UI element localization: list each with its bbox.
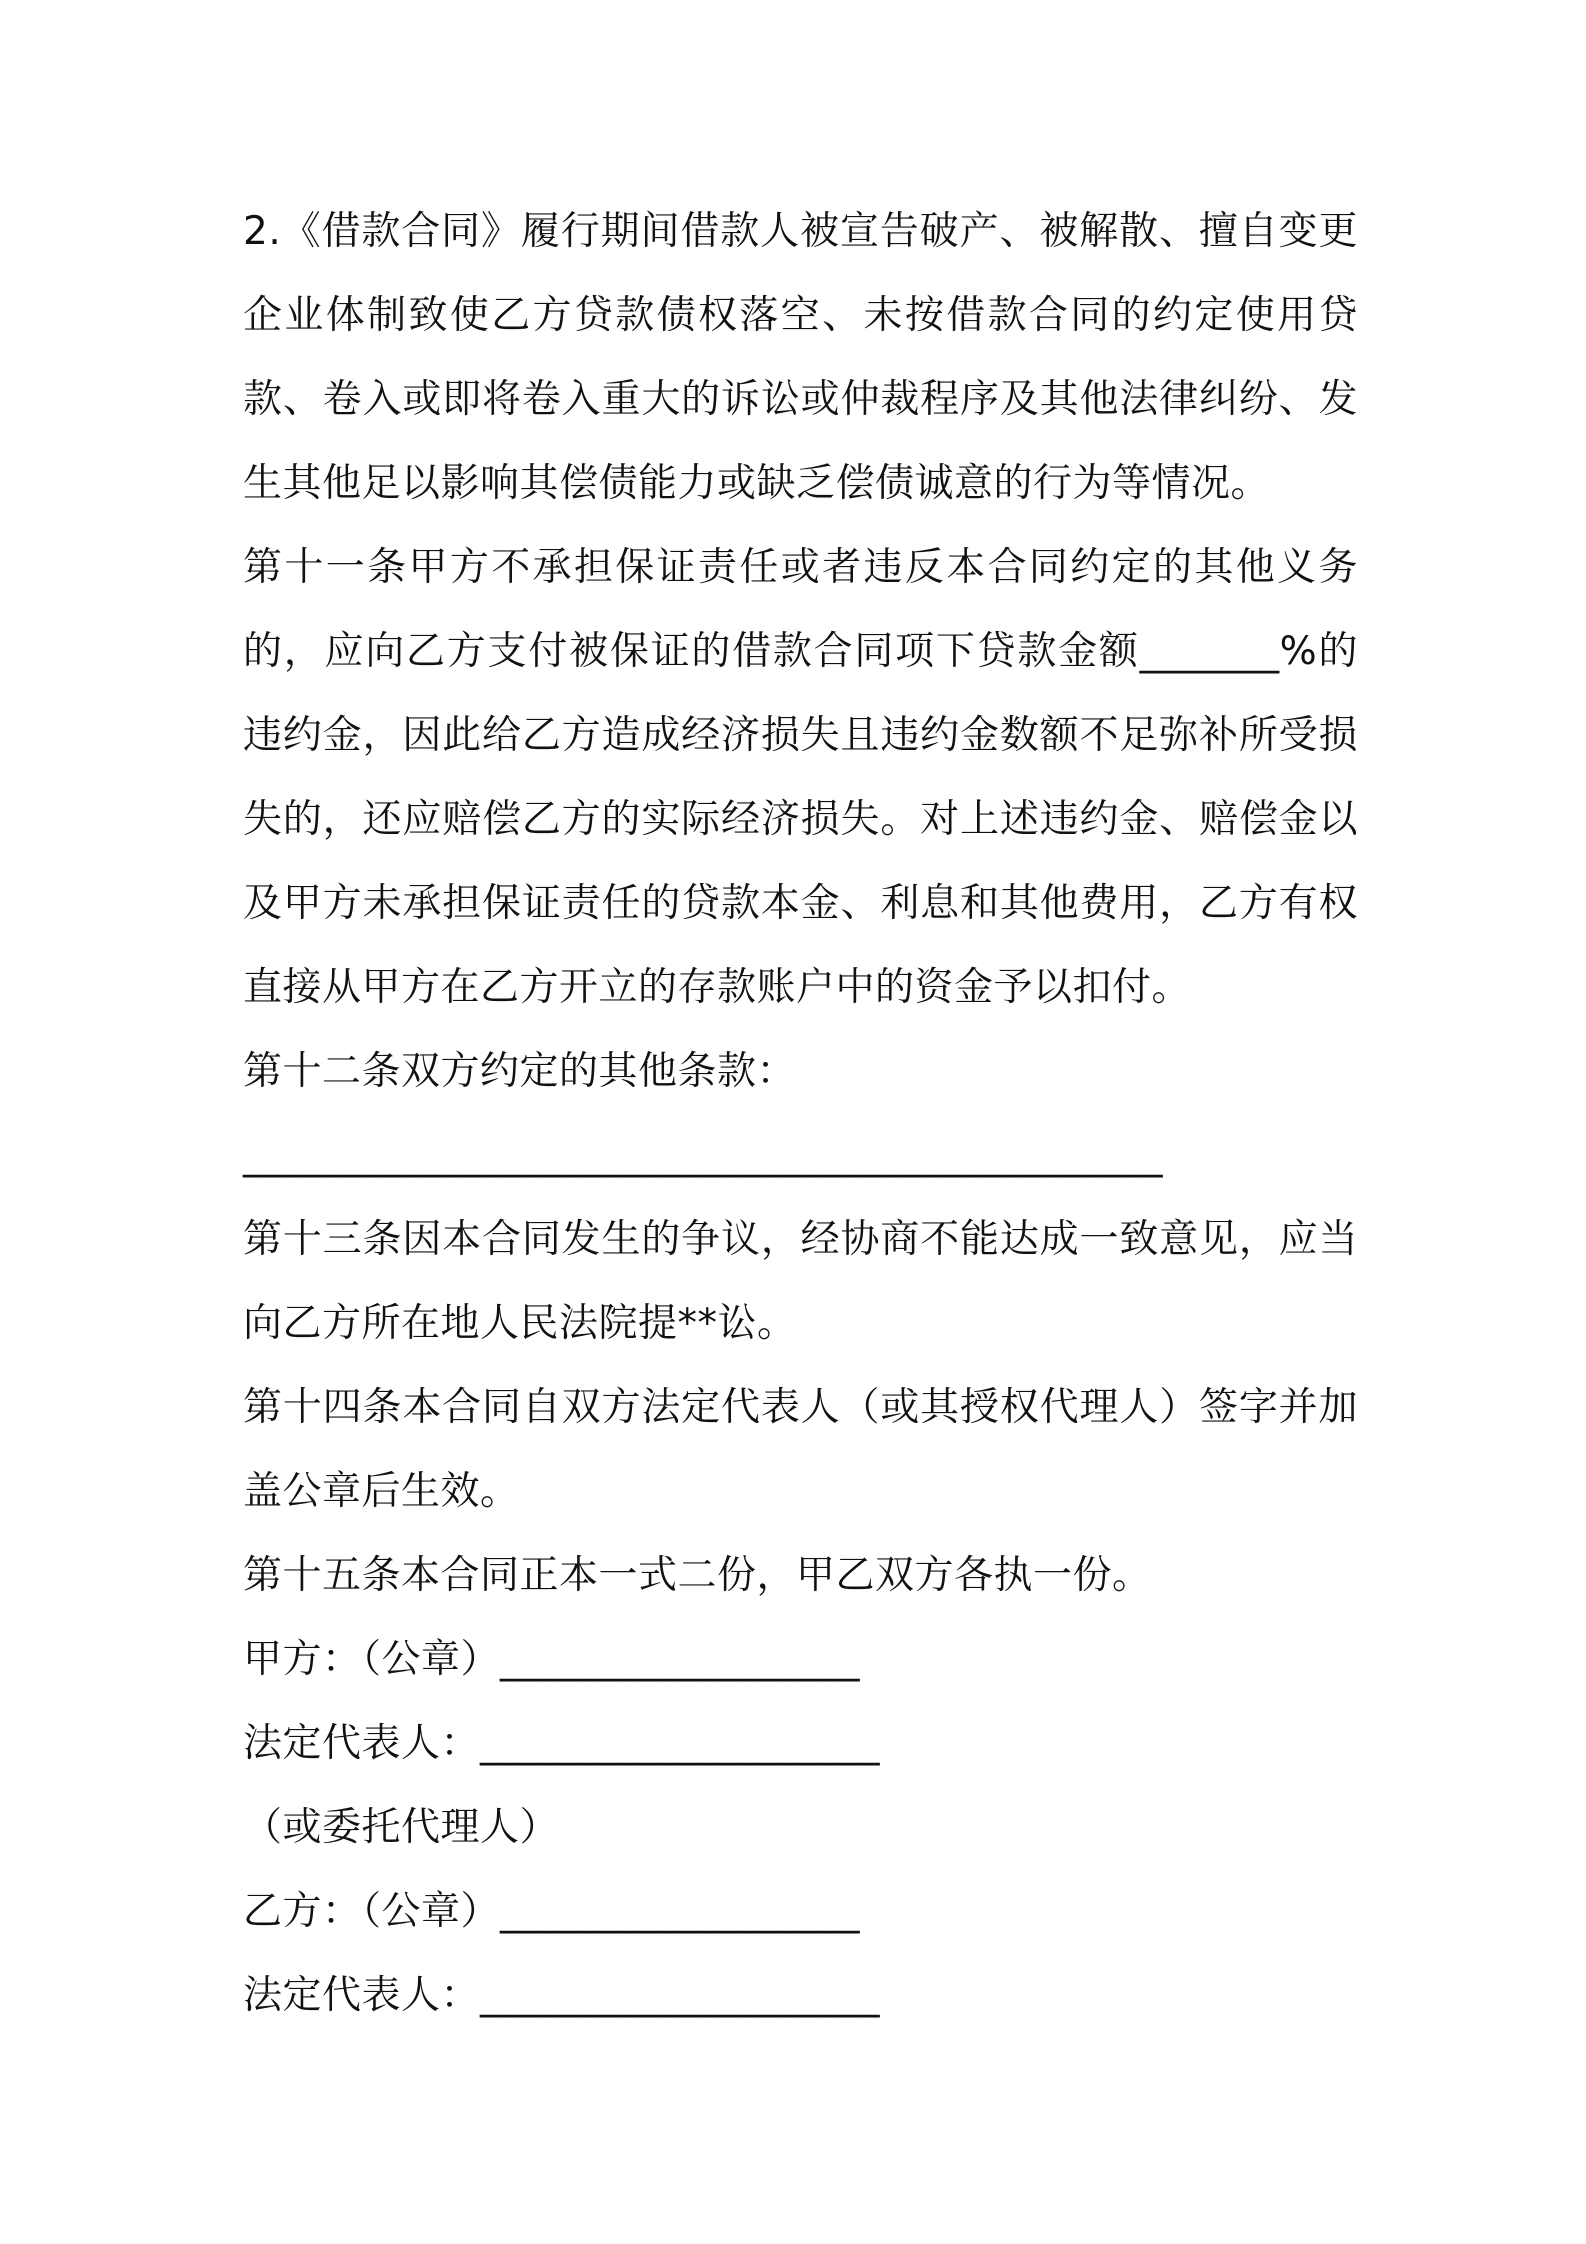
- authorized-agent-note: （或委托代理人）: [243, 1805, 560, 1850]
- article-12-other-terms: 第十二条双方约定的其他条款：: [243, 1049, 797, 1094]
- article-11-liquidated-damages: 第十一条甲方不承担保证责任或者违反本合同约定的其他义务的，应向乙方支付被保证的借款合同项下贷款金额_______%的违约金，因此给乙方造成经济损失且违约金数额不足弥补所受损失的，还应赔偿乙方的实际经济损失。对上述违约金、赔偿金以及甲方未承担保证责任的贷款本金、利息和其他费用，乙方有权直接从甲方在乙方开立的存款账户中的资金予以扣付。: [243, 545, 1358, 1010]
- party-b-representative-line: 法定代表人：____________________: [243, 1973, 881, 2018]
- article-15-copies: 第十五条本合同正本一式二份，甲乙双方各执一份。: [243, 1553, 1152, 1598]
- clause-2-default-events: 2.《借款合同》履行期间借款人被宣告破产、被解散、擅自变更企业体制致使乙方贷款债权落空、未按借款合同的约定使用贷款、卷入或即将卷入重大的诉讼或仲裁程序及其他法律纠纷、发生其他足以影响其偿债能力或缺乏偿债诚意的行为等情况。: [243, 209, 1358, 506]
- article-13-dispute-resolution: 第十三条因本合同发生的争议，经协商不能达成一致意见，应当向乙方所在地人民法院提**讼。: [243, 1217, 1358, 1346]
- party-a-seal-line: 甲方：（公章）__________________: [243, 1637, 861, 1682]
- other-terms-blank-line: ______________________________________________: [243, 1133, 1163, 1178]
- party-b-seal-line: 乙方：（公章）__________________: [243, 1889, 861, 1934]
- article-14-effectiveness: 第十四条本合同自双方法定代表人（或其授权代理人）签字并加盖公章后生效。: [243, 1385, 1358, 1514]
- document-body: [243, 190, 1358, 2038]
- party-a-representative-line: 法定代表人：____________________: [243, 1721, 881, 1766]
